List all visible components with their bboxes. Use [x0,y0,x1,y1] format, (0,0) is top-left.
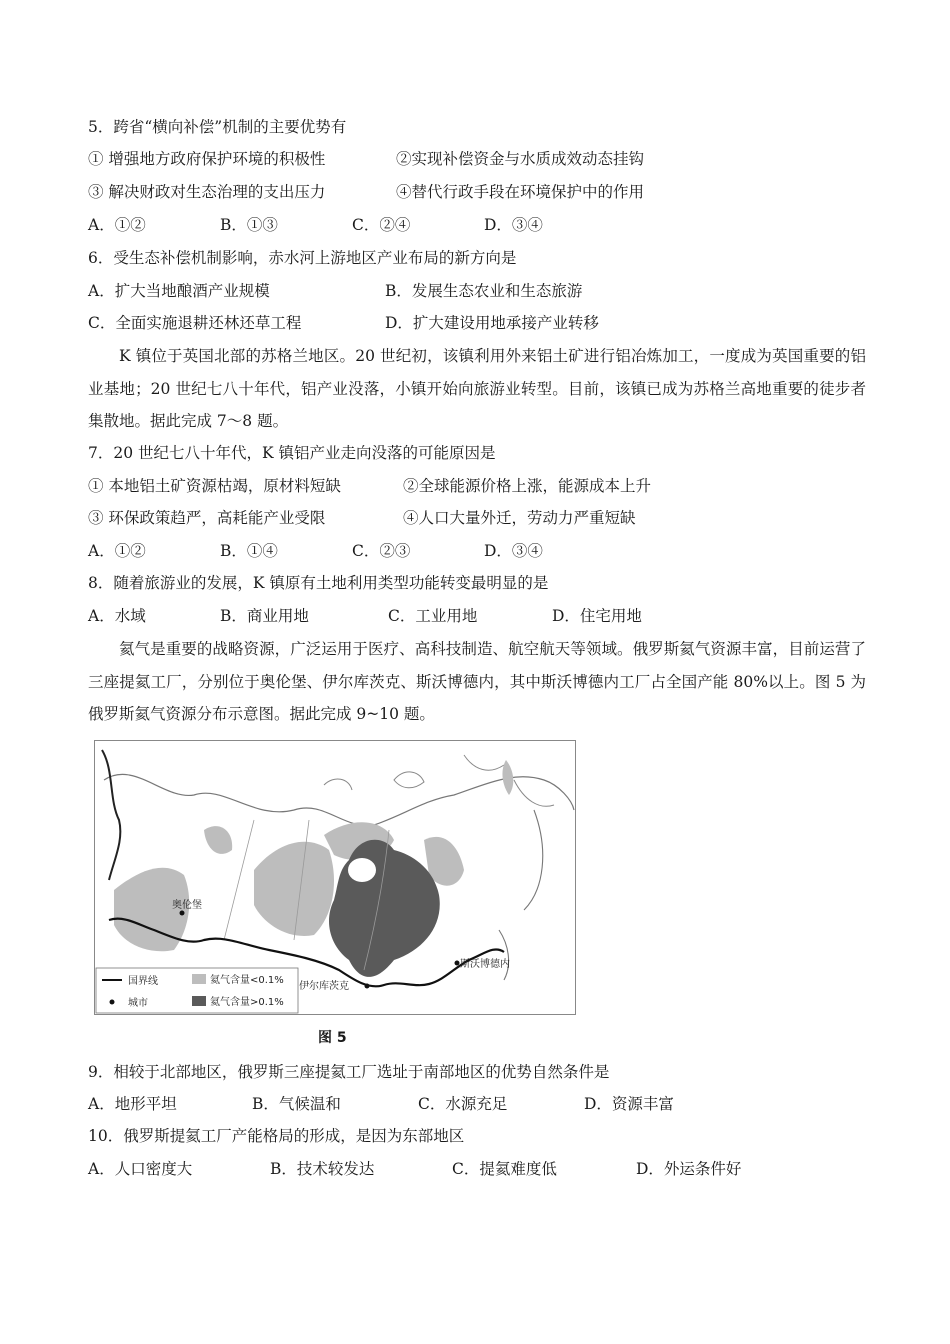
q7-statement-3: ③ 环保政策趋严，高耗能产业受限 [88,509,326,527]
q7-option-d[interactable]: D．③④ [484,542,543,560]
q7-option-b[interactable]: B．①④ [220,542,278,560]
q5-option-c[interactable]: C．②④ [352,216,411,234]
q9-stem: 9．相较于北部地区，俄罗斯三座提氦工厂选址于南部地区的优势自然条件是 [88,1063,610,1081]
legend-border-label: 国界线 [128,976,158,987]
q6-option-d[interactable]: D．扩大建设用地承接产业转移 [385,314,599,332]
city-irkutsk-label: 伊尔库茨克 [299,981,349,992]
q10-option-d[interactable]: D．外运条件好 [636,1160,742,1178]
q10-option-b[interactable]: B．技术较发达 [270,1160,375,1178]
q5-statement-1: ① 增强地方政府保护环境的积极性 [88,150,326,168]
legend-low-label: 氦气含量<0.1% [210,975,284,986]
passage-k-town: K 镇位于英国北部的苏格兰地区。20 世纪初，该镇利用外来铝土矿进行铝冶炼加工，一度成为英国重要的铝业基地；20 世纪七八十年代，铝产业没落，小镇开始向旅游业转型。目前，该镇已成为苏格兰高地重要的徒步者集散地。据此完成 7～8 题。 [88,347,866,430]
q6-stem: 6．受生态补偿机制影响，赤水河上游地区产业布局的新方向是 [88,249,517,267]
map-legend [96,968,298,1013]
q6-option-b[interactable]: B．发展生态农业和生态旅游 [385,282,583,300]
city-svobodny-dot [455,961,460,966]
q8-option-b[interactable]: B．商业用地 [220,607,309,625]
q8-stem: 8．随着旅游业的发展，K 镇原有土地利用类型功能转变最明显的是 [88,574,549,592]
city-orenburg-label: 奥伦堡 [172,900,202,911]
q6-option-a[interactable]: A．扩大当地酿酒产业规模 [88,282,270,300]
q6-option-c[interactable]: C．全面实施退耕还林还草工程 [88,314,302,332]
q5-option-d[interactable]: D．③④ [484,216,543,234]
q7-option-c[interactable]: C．②③ [352,542,411,560]
q9-option-d[interactable]: D．资源丰富 [584,1095,674,1113]
legend-high-label: 氦气含量>0.1% [210,997,284,1008]
q9-option-c[interactable]: C．水源充足 [418,1095,508,1113]
legend-city-label: 城市 [128,998,148,1009]
city-orenburg-dot [180,911,185,916]
q9-option-a[interactable]: A．地形平坦 [88,1095,177,1113]
q5-statement-3: ③ 解决财政对生态治理的支出压力 [88,183,326,201]
passage-helium: 氦气是重要的战略资源，广泛运用于医疗、高科技制造、航空航天等领域。俄罗斯氦气资源丰富，目前运营了三座提氦工厂，分别位于奥伦堡、伊尔库茨克、斯沃博德内，其中斯沃博德内工厂占全国产能 80%以上。图 5 为俄罗斯氦气资源分布示意图。据此完成 9~10 题。 [88,640,866,723]
city-irkutsk-dot [365,984,370,989]
q7-statement-2: ②全球能源价格上涨，能源成本上升 [403,477,652,495]
q7-option-a[interactable]: A．①② [88,542,146,560]
q8-option-a[interactable]: A．水域 [88,607,146,625]
city-svobodny-label: 斯沃博德内 [460,959,510,970]
q7-statement-1: ① 本地铝土矿资源枯竭，原材料短缺 [88,477,341,495]
q7-statement-4: ④人口大量外迁，劳动力严重短缺 [403,509,636,527]
q10-stem: 10．俄罗斯提氦工厂产能格局的形成，是因为东部地区 [88,1127,465,1145]
q5-stem: 5．跨省“横向补偿”机制的主要优势有 [88,118,347,136]
q5-statement-2: ②实现补偿资金与水质成效动态挂钩 [396,150,645,168]
q8-option-d[interactable]: D．住宅用地 [552,607,642,625]
q5-option-b[interactable]: B．①③ [220,216,278,234]
q10-option-a[interactable]: A．人口密度大 [88,1160,193,1178]
q10-option-c[interactable]: C．提氦难度低 [452,1160,557,1178]
russia-helium-map [94,740,576,1015]
q8-option-c[interactable]: C．工业用地 [388,607,478,625]
q5-statement-4: ④替代行政手段在环境保护中的作用 [396,183,645,201]
q9-option-b[interactable]: B．气候温和 [252,1095,341,1113]
figure-caption: 图 5 [318,1030,347,1046]
q7-stem: 7．20 世纪七八十年代，K 镇铝产业走向没落的可能原因是 [88,444,496,462]
q5-option-a[interactable]: A．①② [88,216,146,234]
